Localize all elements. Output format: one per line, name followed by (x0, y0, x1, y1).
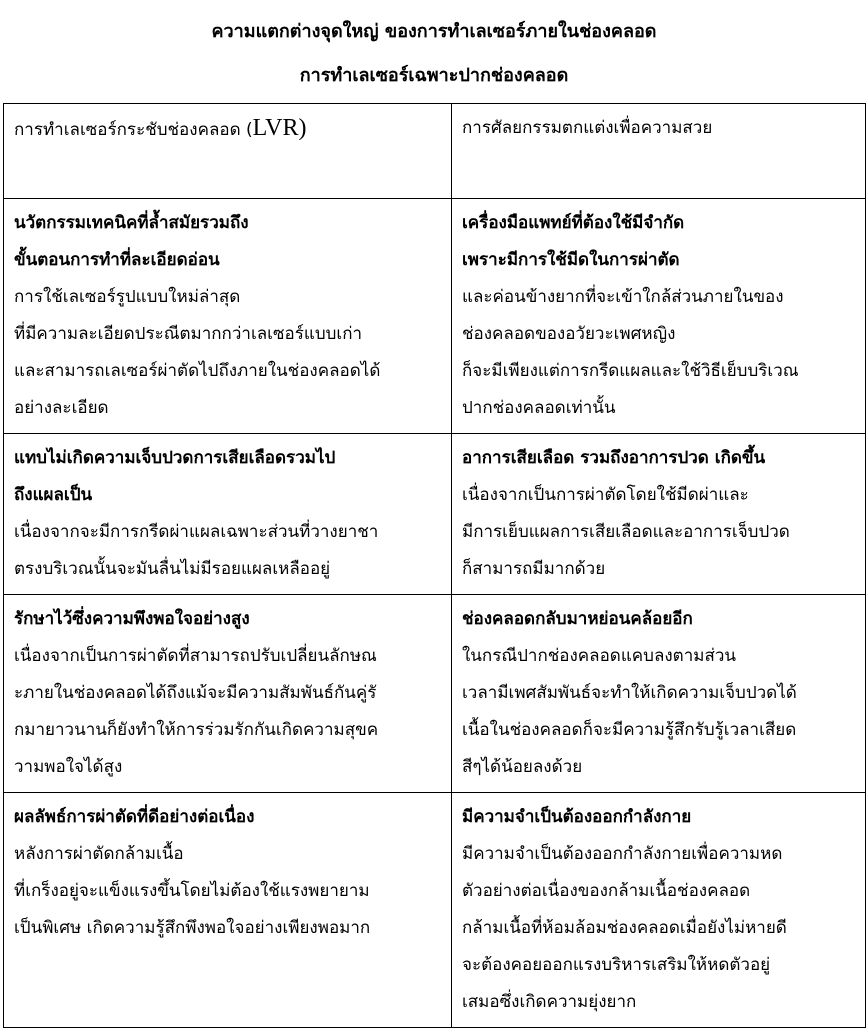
cell-heading (462, 440, 857, 477)
body-line: วามพอใจได้สูง (14, 757, 123, 777)
laser-cell (4, 434, 452, 595)
heading-line: เครื่องมือแพทย์ที่ต้องใช้มีจำกัด (462, 213, 685, 233)
heading-line: ช่องคลอดกลับมาหย่อนคล้อยอีก (462, 609, 693, 629)
body-line: เวลามีเพศสัมพันธ์จะทำให้เกิดความเจ็บปวดได้ (462, 683, 797, 703)
heading-line: เพราะมีการใช้มีดในการผ่าตัด (462, 250, 680, 270)
cell-heading (14, 601, 443, 638)
cell-body (462, 477, 857, 588)
surgery-cell (452, 434, 866, 595)
body-line: และค่อนข้างยากที่จะเข้าใกล้ส่วนภายในของ (462, 287, 784, 307)
header-cell-laser (4, 104, 452, 199)
body-line: หลังการผ่าตัดกล้ามเนื้อ (14, 844, 184, 864)
body-line: กล้ามเนื้อที่ห้อมล้อมช่องคลอดเมื่อยังไม่หายดี (462, 918, 787, 938)
laser-cell (4, 595, 452, 793)
heading-line: มีความจำเป็นต้องออกกำลังกาย (462, 807, 692, 827)
body-line: ก็สามารถมีมากด้วย (462, 559, 606, 579)
body-line: ที่เกร็งอยู่จะแข็งแรงขึ้นโดยไม่ต้องใช้แรงพยายาม (14, 881, 370, 901)
cell-body (14, 638, 443, 786)
body-line: กมายาวนานก็ยังทำให้การร่วมรักกันเกิดความสุขค (14, 720, 379, 740)
table-header-row (4, 104, 866, 199)
cell-heading (14, 205, 443, 279)
cell-body (14, 836, 443, 947)
heading-line: รักษาไว้ซึ่งความพึงพอใจอย่างสูง (14, 609, 250, 629)
header-surgery-text: การศัลยกรรมตกแต่งเพื่อความสวย (462, 118, 713, 138)
table-row (4, 595, 866, 793)
cell-body (462, 638, 857, 786)
table-row (4, 434, 866, 595)
body-line: ะภายในช่องคลอดได้ถึงแม้จะมีความสัมพันธ์กันคู่รั (14, 683, 377, 703)
table-row (4, 199, 866, 434)
body-line: ในกรณีปากช่องคลอดแคบลงตามส่วน (462, 646, 737, 666)
cell-heading (14, 799, 443, 836)
header-laser-text: การทำเลเซอร์กระชับช่องคลอด ( (14, 120, 253, 140)
comparison-table (3, 103, 866, 1028)
body-line: เนื่องจากเป็นการผ่าตัดที่สามารถปรับเปลี่ยนลักษณ (14, 646, 377, 666)
body-line: เป็นพิเศษ เกิดความรู้สึกพึงพอใจอย่างเพียงพอมาก (14, 918, 371, 938)
body-line: มีความจำเป็นต้องออกกำลังกายเพื่อความหด (462, 844, 783, 864)
heading-line: นวัตกรรมเทคนิคที่ล้ำสมัยรวมถึง (14, 213, 249, 233)
heading-line: ขั้นตอนการทำที่ละเอียดอ่อน (14, 250, 220, 270)
surgery-cell (452, 595, 866, 793)
body-line: และสามารถเลเซอร์ผ่าตัดไปถึงภายในช่องคลอดได้ (14, 361, 381, 381)
cell-body (462, 836, 857, 1021)
body-line: ปากช่องคลอดเท่านั้น (462, 398, 616, 418)
laser-cell (4, 199, 452, 434)
laser-cell (4, 793, 452, 1028)
cell-heading (14, 440, 443, 514)
body-line: ตรงบริเวณนั้นจะมันลื่นไม่มีรอยแผลเหลืออยู่ (14, 559, 331, 579)
cell-heading (462, 205, 857, 279)
body-line: ช่องคลอดของอวัยวะเพศหญิง (462, 324, 676, 344)
heading-line: ผลลัพธ์การผ่าตัดที่ดีอย่างต่อเนื่อง (14, 807, 255, 827)
header-laser-abbr: LVR) (252, 115, 307, 141)
surgery-cell (452, 199, 866, 434)
title-line-1: ความแตกต่างจุดใหญ่ ของการทำเลเซอร์ภายในช่องคลอด (211, 21, 657, 42)
table-row (4, 793, 866, 1028)
cell-body (14, 279, 443, 427)
body-line: ก็จะมีเพียงแต่การกรีดแผลและใช้วิธีเย็บบริเวณ (462, 361, 799, 381)
body-line: อย่างละเอียด (14, 398, 109, 418)
heading-line: ถึงแผลเป็น (14, 485, 93, 505)
body-line: เสมอซึ่งเกิดความยุ่งยาก (462, 992, 637, 1012)
body-line: ตัวอย่างต่อเนื่องของกล้ามเนื้อช่องคลอด (462, 881, 751, 901)
heading-line: อาการเสียเลือด รวมถึงอาการปวด เกิดขึ้น (462, 448, 766, 468)
body-line: การใช้เลเซอร์รูปแบบใหม่ล่าสุด (14, 287, 241, 307)
body-line: เนื่องจากจะมีการกรีดผ่าแผลเฉพาะส่วนที่วางยาชา (14, 522, 379, 542)
body-line: สีๆได้น้อยลงด้วย (462, 757, 583, 777)
header-cell-surgery (452, 104, 866, 199)
cell-body (14, 514, 443, 588)
surgery-cell (452, 793, 866, 1028)
body-line: มีการเย็บแผลการเสียเลือดและอาการเจ็บปวด (462, 522, 790, 542)
document-title (0, 10, 868, 98)
body-line: จะต้องคอยออกแรงบริหารเสริมให้หดตัวอยู่ (462, 955, 771, 975)
body-line: เนื้อในช่องคลอดก็จะมีความรู้สึกรับรู้เวลาเสียด (462, 720, 797, 740)
title-line-2: การทำเลเซอร์เฉพาะปากช่องคลอด (299, 65, 569, 86)
heading-line: แทบไม่เกิดความเจ็บปวดการเสียเลือดรวมไป (14, 448, 336, 468)
body-line: ที่มีความละเอียดประณีตมากกว่าเลเซอร์แบบเก่า (14, 324, 363, 344)
cell-heading (462, 799, 857, 836)
cell-heading (462, 601, 857, 638)
cell-body (462, 279, 857, 427)
body-line: เนื่องจากเป็นการผ่าตัดโดยใช้มีดผ่าและ (462, 485, 749, 505)
